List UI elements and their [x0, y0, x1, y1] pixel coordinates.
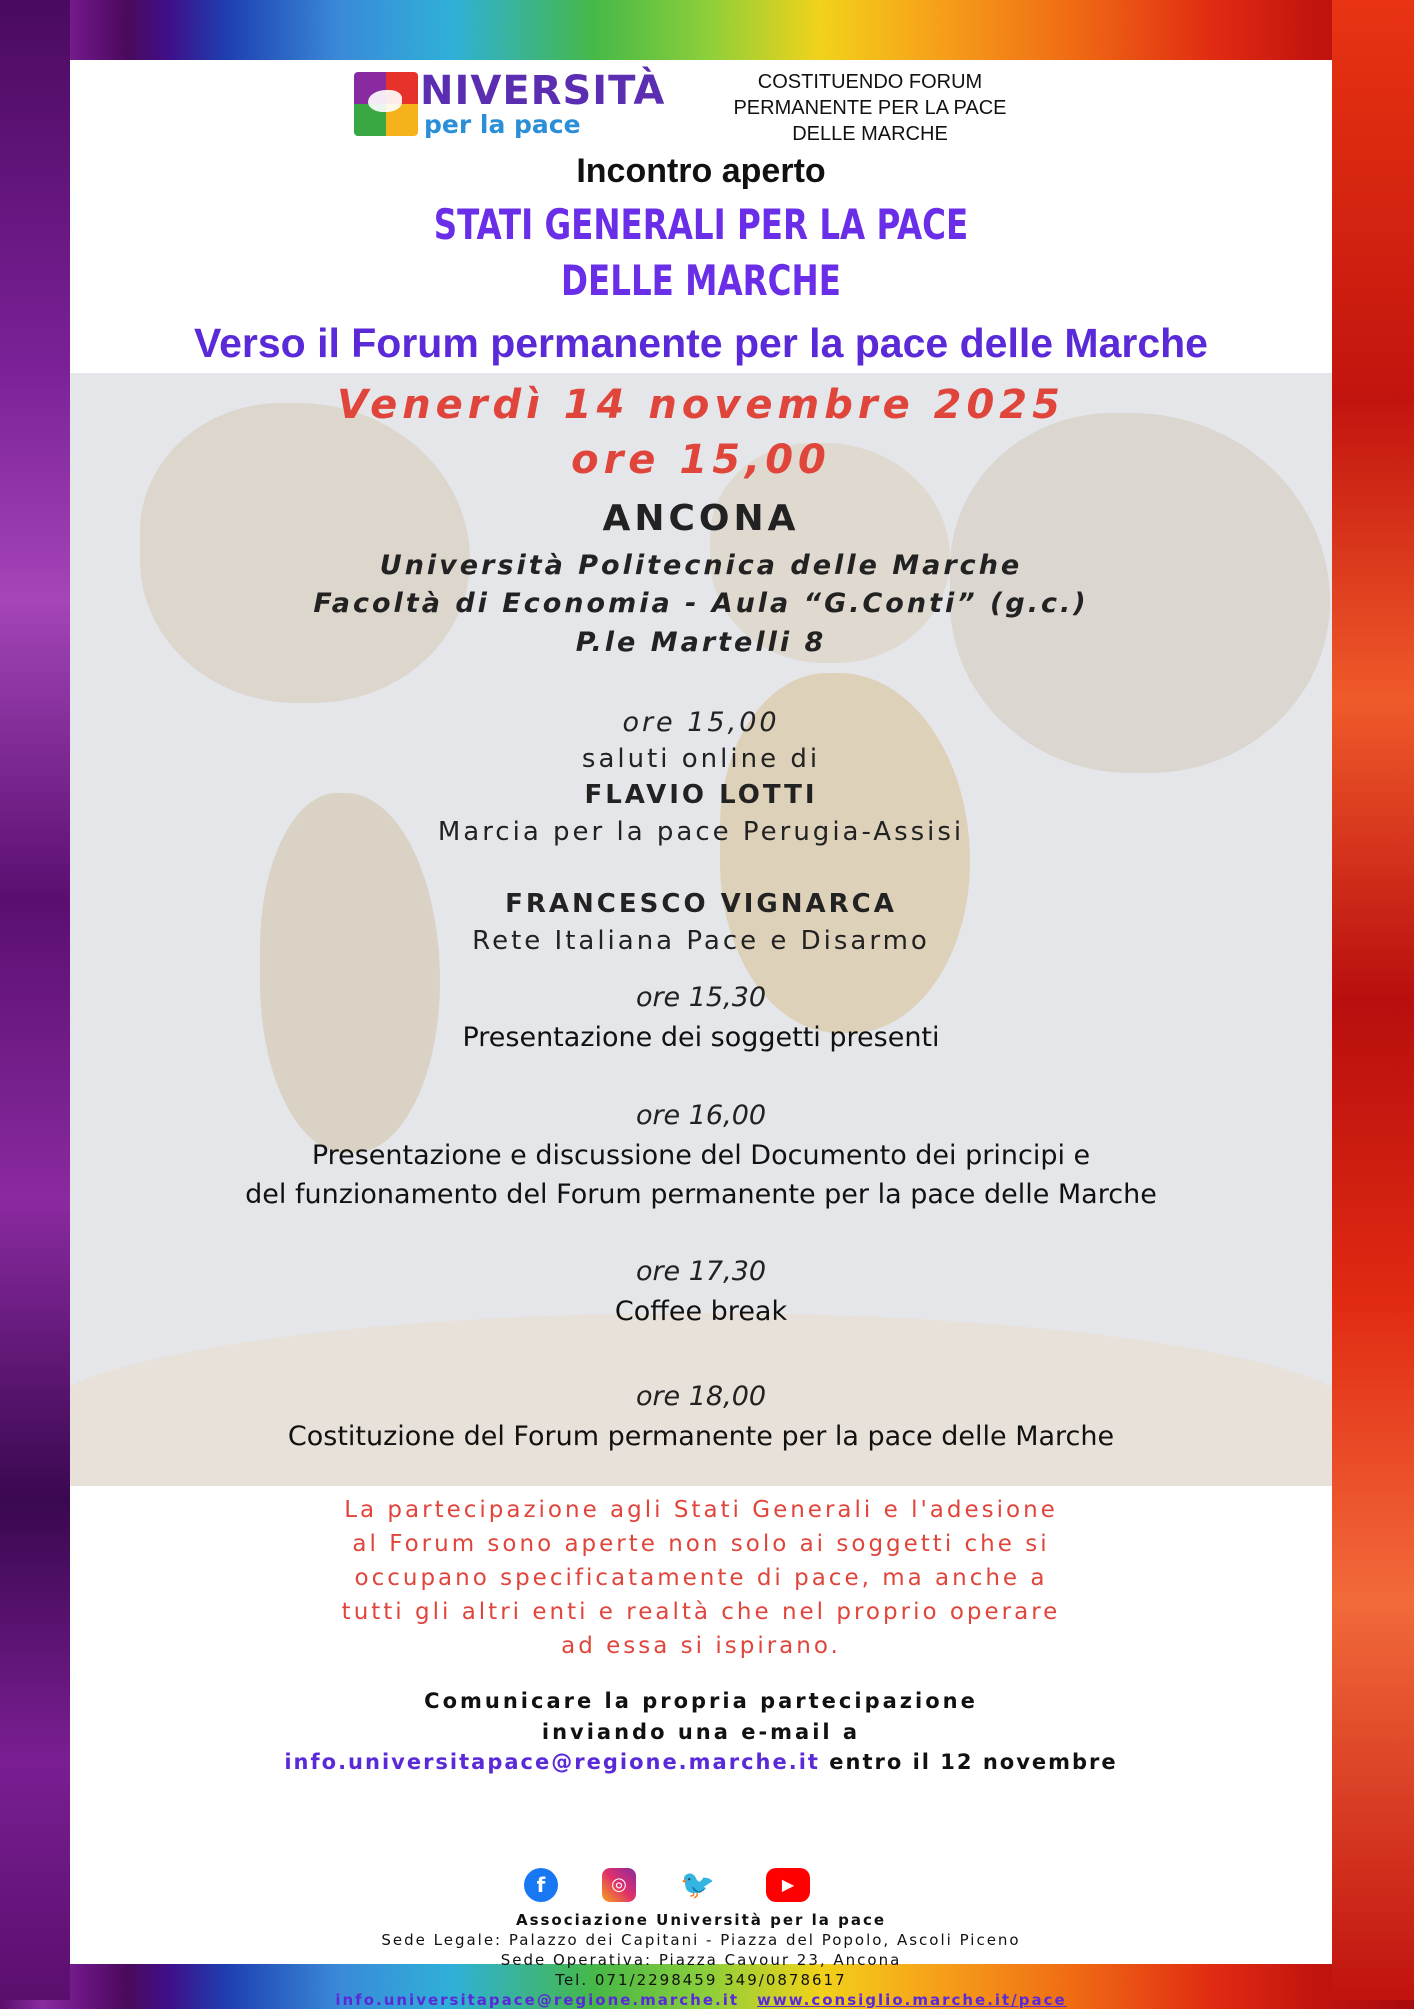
contact-line-1: Comunicare la propria partecipazione — [424, 1689, 978, 1713]
event-date: Venerdì 14 novembre 2025 — [337, 382, 1065, 428]
logo-wordmark-top: NIVERSITÀ — [420, 68, 666, 114]
programme-item-4: Coffee break — [614, 1296, 788, 1327]
rainbow-border-right — [1332, 0, 1414, 2000]
footer-email-link[interactable]: info.universitapace@regione.marche.it — [335, 1991, 740, 2009]
saluti-online-label: saluti online di — [581, 744, 821, 774]
notice-line-5: ad essa si ispirano. — [561, 1633, 841, 1659]
event-time: ore 15,00 — [571, 437, 831, 483]
programme-time-5: ore 18,00 — [635, 1381, 767, 1412]
universita-per-la-pace-logo — [354, 70, 680, 140]
incontro-aperto-heading: Incontro aperto — [576, 152, 826, 190]
dove-icon — [354, 72, 418, 136]
map-south-america — [260, 793, 440, 1153]
verso-forum-subtitle: Verso il Forum permanente per la pace delle Marche — [194, 320, 1208, 366]
notice-line-4: tutti gli altri enti e realtà che nel proprio operare — [341, 1599, 1061, 1625]
programme-time-2: ore 15,30 — [635, 982, 767, 1013]
footer-sede-legale: Sede Legale: Palazzo dei Capitani - Piazza del Popolo, Ascoli Piceno — [381, 1931, 1021, 1949]
notice-line-3: occupano specificatamente di pace, ma anche a — [354, 1565, 1048, 1591]
contact-deadline: entro il 12 novembre — [819, 1750, 1118, 1774]
programme-time-4: ore 17,30 — [635, 1256, 767, 1287]
programme-item-3-line-1: Presentazione e discussione del Documento dei principi e — [311, 1140, 1091, 1171]
speaker-2-organization: Rete Italiana Pace e Disarmo — [472, 926, 930, 956]
logo-wordmark-bottom: per la pace — [424, 110, 581, 139]
youtube-icon[interactable]: ▶ — [766, 1868, 810, 1902]
venue-line-1: Università Politecnica delle Marche — [379, 550, 1023, 581]
speaker-1-name: FLAVIO LOTTI — [584, 780, 818, 810]
instagram-icon[interactable]: ◎ — [602, 1868, 636, 1902]
event-city: ANCONA — [602, 498, 800, 539]
notice-line-2: al Forum sono aperte non solo ai soggetti che si — [352, 1531, 1050, 1557]
stati-generali-title-line-2: DELLE MARCHE — [561, 256, 841, 305]
programme-time-3: ore 16,00 — [635, 1100, 767, 1131]
social-icons-row — [70, 1868, 1332, 1904]
contact-email-line — [70, 1750, 1332, 1774]
speaker-1-organization: Marcia per la pace Perugia-Assisi — [437, 817, 965, 847]
footer-sede-operativa: Sede Operativa: Piazza Cavour 23, Ancona — [500, 1951, 902, 1969]
programme-time-1: ore 15,00 — [622, 707, 780, 738]
footer-links — [70, 1991, 1332, 2009]
footer-telephone: Tel. 071/2298459 349/0878617 — [555, 1971, 847, 1989]
poster-sheet — [70, 60, 1332, 2009]
programme-item-3-line-2: del funzionamento del Forum permanente per la pace delle Marche — [245, 1179, 1157, 1210]
facebook-icon[interactable]: f — [524, 1868, 558, 1902]
stati-generali-title-line-1: STATI GENERALI PER LA PACE — [433, 200, 969, 249]
footer-website-link[interactable]: www.consiglio.marche.it/pace — [757, 1991, 1067, 2009]
contact-email-link[interactable]: info.universitapace@regione.marche.it — [284, 1750, 820, 1774]
forum-heading-line-3: DELLE MARCHE — [792, 123, 948, 145]
forum-heading-line-2: PERMANENTE PER LA PACE — [733, 97, 1007, 119]
venue-line-3: P.le Martelli 8 — [575, 627, 827, 658]
twitter-icon[interactable]: 🐦 — [680, 1868, 715, 1901]
venue-line-2: Facoltà di Economia - Aula “G.Conti” (g.c.) — [313, 588, 1089, 619]
rainbow-border-left — [0, 0, 70, 2000]
footer-organization: Associazione Università per la pace — [515, 1911, 887, 1929]
contact-line-2: inviando una e-mail a — [541, 1720, 861, 1744]
programme-item-5: Costituzione del Forum permanente per la pace delle Marche — [287, 1421, 1115, 1452]
programme-item-2: Presentazione dei soggetti presenti — [462, 1022, 940, 1053]
forum-heading-line-1: COSTITUENDO FORUM — [757, 71, 983, 93]
speaker-2-name: FRANCESCO VIGNARCA — [505, 889, 897, 919]
notice-line-1: La partecipazione agli Stati Generali e l'adesione — [344, 1497, 1058, 1523]
